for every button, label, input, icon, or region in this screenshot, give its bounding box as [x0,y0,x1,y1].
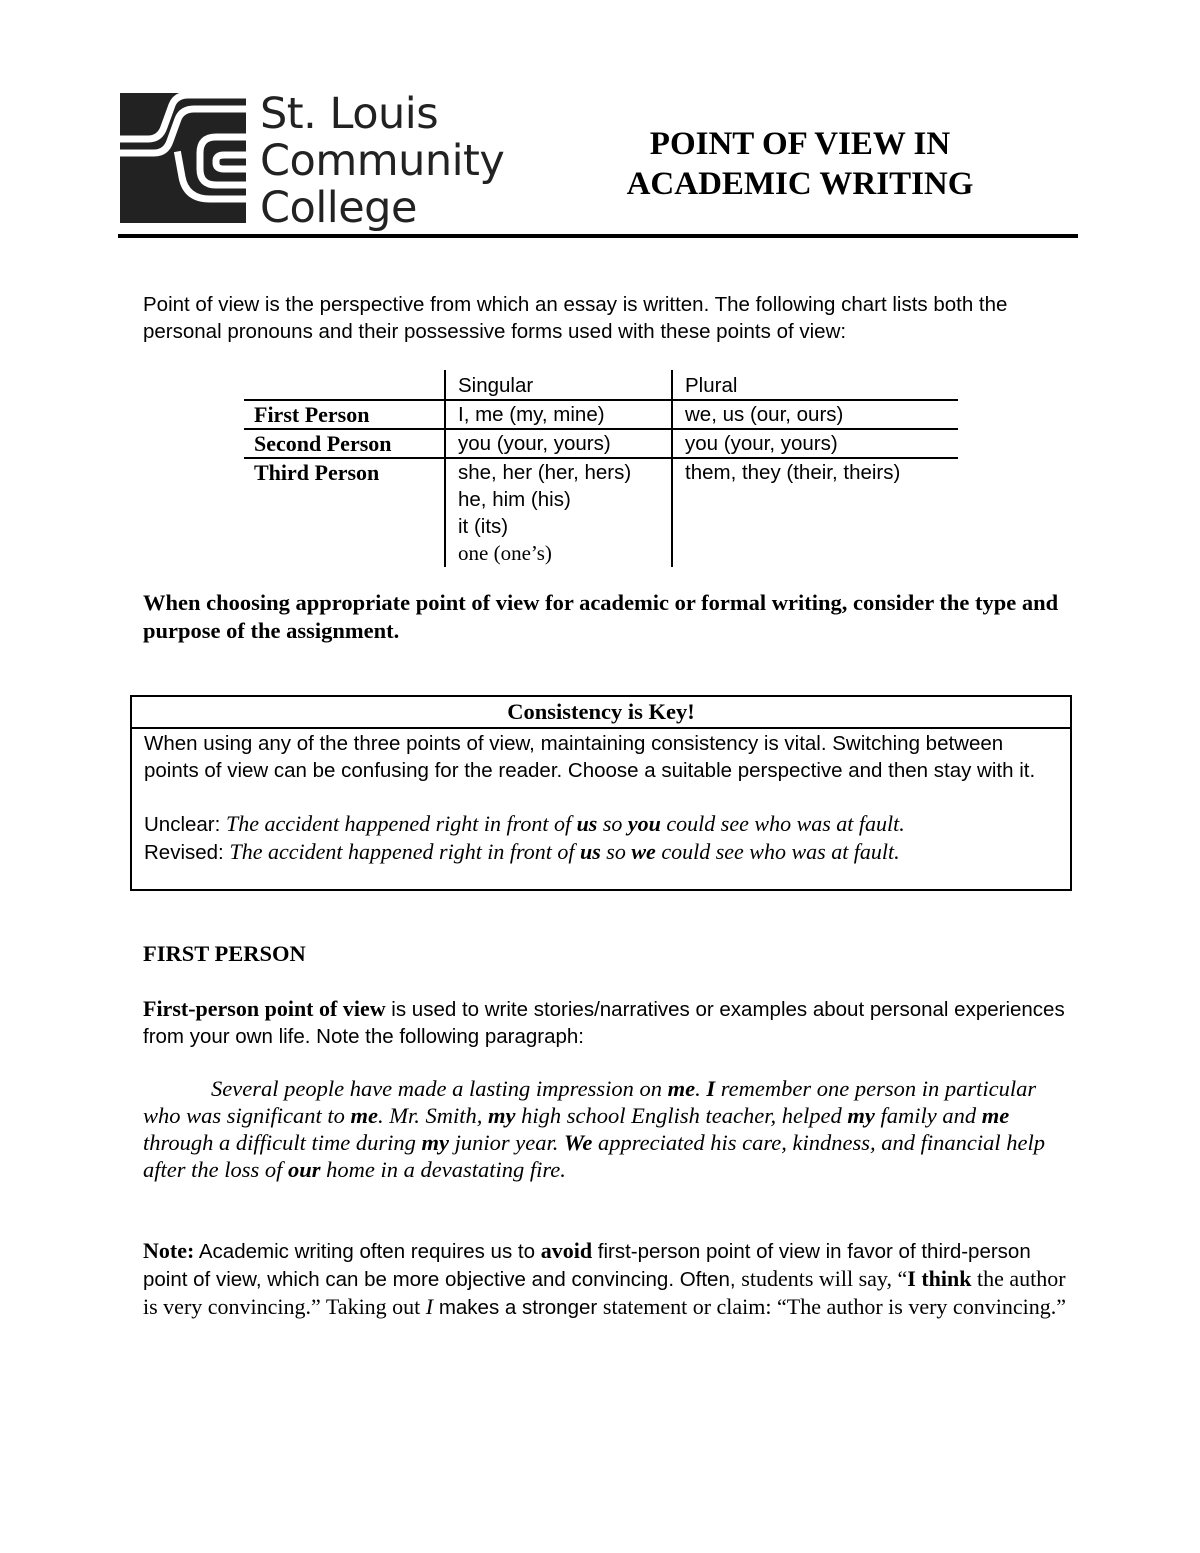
consistency-box-body [132,729,1070,866]
header-divider [118,234,1078,238]
unclear-example: Unclear: The accident happened right in front of us so you could see who was at fault. [144,811,905,836]
logo-line-2: Community [260,136,505,186]
table-row [244,429,958,458]
revised-example: Revised: The accident happened right in front of us so we could see who was at fault. [144,839,900,864]
first-person-intro: First-person point of view is used to write stories/narratives or examples about personal experiences from your own life. Note the following paragraph: [143,996,1065,1048]
plural-cell: them, they (their, theirs) [672,458,958,567]
sample-paragraph: Several people have made a lasting impression on me. I remember one person in particular who was significant to me. Mr. Smith, my high school English teacher, helped my family and me through a difficult time during my junior year. We appreciated his care, kindness, and financial help after the loss of our home in a devastating fire. [143,1076,1046,1182]
row-label: Second Person [244,429,445,458]
section-heading-first-person: FIRST PERSON [143,941,306,966]
plural-cell: you (your, yours) [672,429,958,458]
table-row [244,458,958,567]
table-row [244,400,958,429]
logo-wordmark [260,91,504,232]
column-header-singular: Singular [445,370,672,400]
logo-line-1: St. Louis [260,89,439,139]
title-line-1: POINT OF VIEW IN [649,126,951,162]
singular-cell: she, her (her, hers) he, him (his) it (its) one (one’s) [445,458,672,567]
college-logo [120,89,520,233]
consistency-text: When using any of the three points of view, maintaining consistency is vital. Switching between points of view can be confusing for the reader. Choose a suitable perspective and then stay with it. [144,732,1036,782]
singular-cell: you (your, yours) [445,429,672,458]
document-title [560,124,1040,204]
pronoun-table [244,370,958,567]
table-header-row [244,370,958,400]
column-header-plural: Plural [672,370,958,400]
logo-line-3: College [260,183,417,233]
plural-cell: we, us (our, ours) [672,400,958,429]
note-paragraph: Note: Academic writing often requires us to avoid first-person point of view in favor of third-person point of view, which can be more objective and convincing. Often, students will say, “I think the author is very convincing.” Taking out I makes a stronger statement or claim: “The author is very convincing.” [143,1238,1066,1319]
row-label: Third Person [244,458,445,567]
title-line-2: ACADEMIC WRITING [626,166,974,202]
consistency-box-title: Consistency is Key! [132,697,1070,729]
singular-cell: I, me (my, mine) [445,400,672,429]
stlcc-logo-mark-icon [120,93,246,223]
consistency-box [130,695,1072,891]
assignment-statement: When choosing appropriate point of view for academic or formal writing, consider the type and purpose of the assignment. [143,590,1059,643]
row-label: First Person [244,400,445,429]
intro-paragraph: Point of view is the perspective from which an essay is written. The following chart lists both the personal pronouns and their possessive forms used with these points of view: [143,293,1008,343]
